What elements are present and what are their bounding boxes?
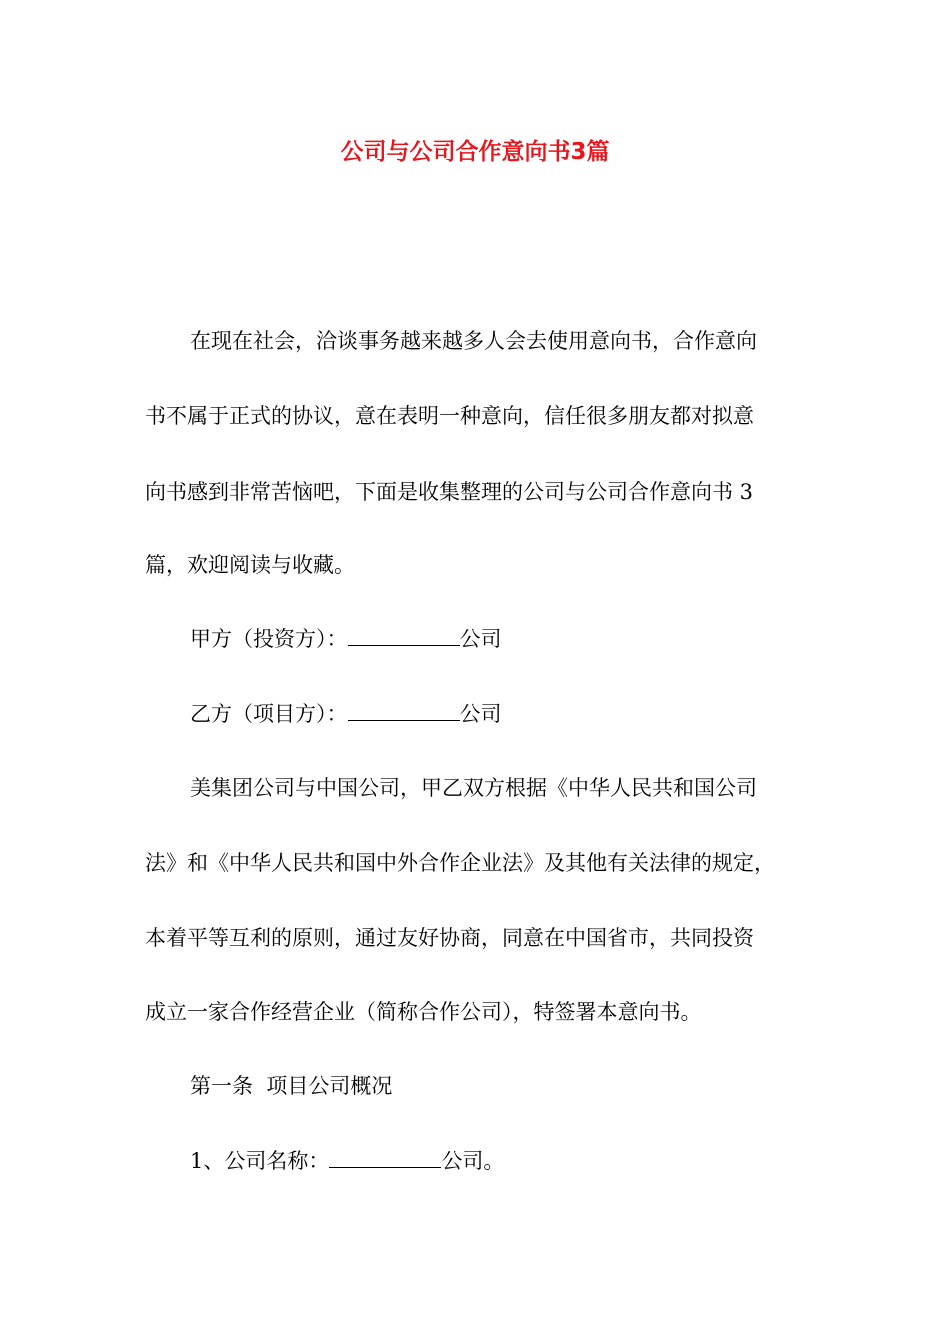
body-line-2: 法》和《中华人民共和国中外合作企业法》及其他有关法律的规定， — [145, 851, 775, 875]
intro-line-4: 篇，欢迎阅读与收藏。 — [145, 553, 355, 577]
party-b-suffix: 公司 — [459, 702, 502, 726]
body-line-4: 成立一家合作经营企业（简称合作公司），特签署本意向书。 — [145, 1000, 702, 1024]
party-b-blank — [348, 700, 460, 721]
item-1-blank — [329, 1147, 441, 1168]
party-a-blank — [348, 625, 460, 646]
item-1-suffix: 公司。 — [441, 1149, 505, 1173]
party-a-label: 甲方（投资方）： — [190, 627, 348, 651]
article-1-heading: 第一条 项目公司概况 — [190, 1074, 393, 1098]
item-1-line — [190, 1146, 835, 1176]
party-a-line — [190, 624, 835, 654]
intro-line-3: 向书感到非常苦恼吧，下面是收集整理的公司与公司合作意向书 3 — [145, 480, 754, 504]
body-line-1: 美集团公司与中国公司，甲乙双方根据《中华人民共和国公司 — [190, 776, 757, 800]
body-line-3: 本着平等互利的原则，通过友好协商，同意在中国省市，共同投资 — [145, 926, 754, 950]
intro-line-2: 书不属于正式的协议，意在表明一种意向，信任很多朋友都对拟意 — [145, 404, 754, 428]
intro-line-1: 在现在社会，洽谈事务越来越多人会去使用意向书，合作意向 — [190, 329, 757, 353]
item-1-label: 1、公司名称： — [190, 1149, 330, 1173]
party-a-suffix: 公司 — [459, 627, 502, 651]
party-b-line — [190, 699, 835, 729]
document-title: 公司与公司合作意向书3篇 — [340, 139, 610, 165]
party-b-label: 乙方（项目方）： — [190, 702, 348, 726]
